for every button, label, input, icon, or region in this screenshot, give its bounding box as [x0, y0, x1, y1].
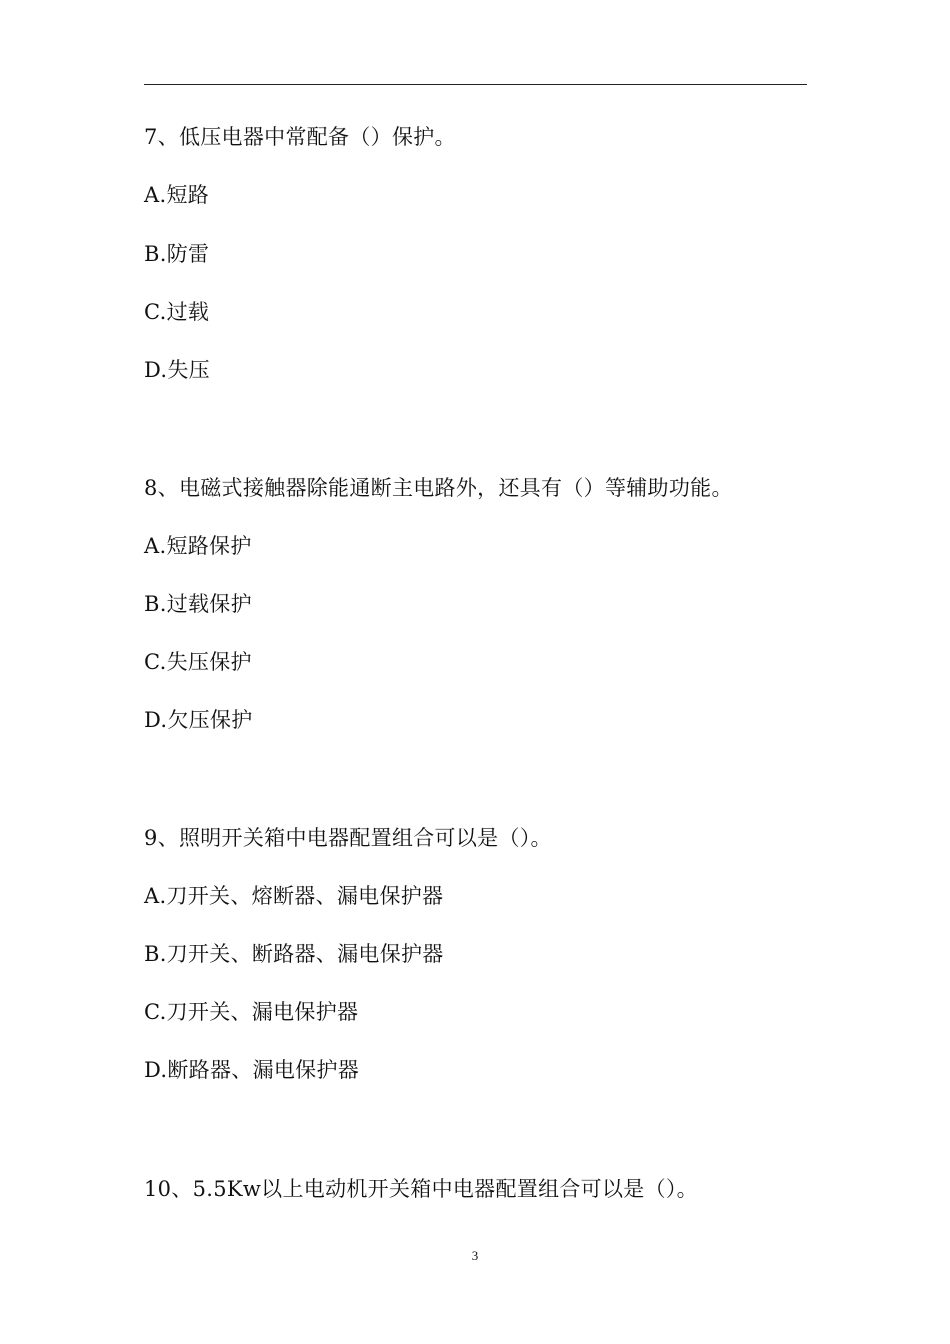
- question-7-option-b: B.防雷: [144, 242, 210, 266]
- question-8-text: 8、电磁式接触器除能通断主电路外，还具有（）等辅助功能。: [144, 476, 733, 500]
- question-7-option-a: A.短路: [144, 183, 210, 207]
- page-number: 3: [471, 1248, 479, 1263]
- header-rule: [144, 84, 807, 85]
- question-9-text: 9、照明开关箱中电器配置组合可以是（）。: [144, 826, 552, 850]
- question-9-option-b: B.刀开关、断路器、漏电保护器: [144, 942, 444, 966]
- question-8-option-c: C.失压保护: [144, 650, 252, 674]
- question-9-option-c: C.刀开关、漏电保护器: [144, 1000, 359, 1024]
- question-10-text: 10、5.5Kw以上电动机开关箱中电器配置组合可以是（）。: [144, 1177, 698, 1201]
- question-7-option-d: D.失压: [144, 358, 210, 382]
- question-8-option-d: D.欠压保护: [144, 708, 253, 732]
- question-7-option-c: C.过载: [144, 300, 210, 324]
- question-9-option-a: A.刀开关、熔断器、漏电保护器: [144, 884, 444, 908]
- question-9-option-d: D.断路器、漏电保护器: [144, 1058, 360, 1082]
- question-8-option-b: B.过载保护: [144, 592, 252, 616]
- question-8-option-a: A.短路保护: [144, 534, 252, 558]
- question-7-text: 7、低压电器中常配备（）保护。: [144, 125, 456, 149]
